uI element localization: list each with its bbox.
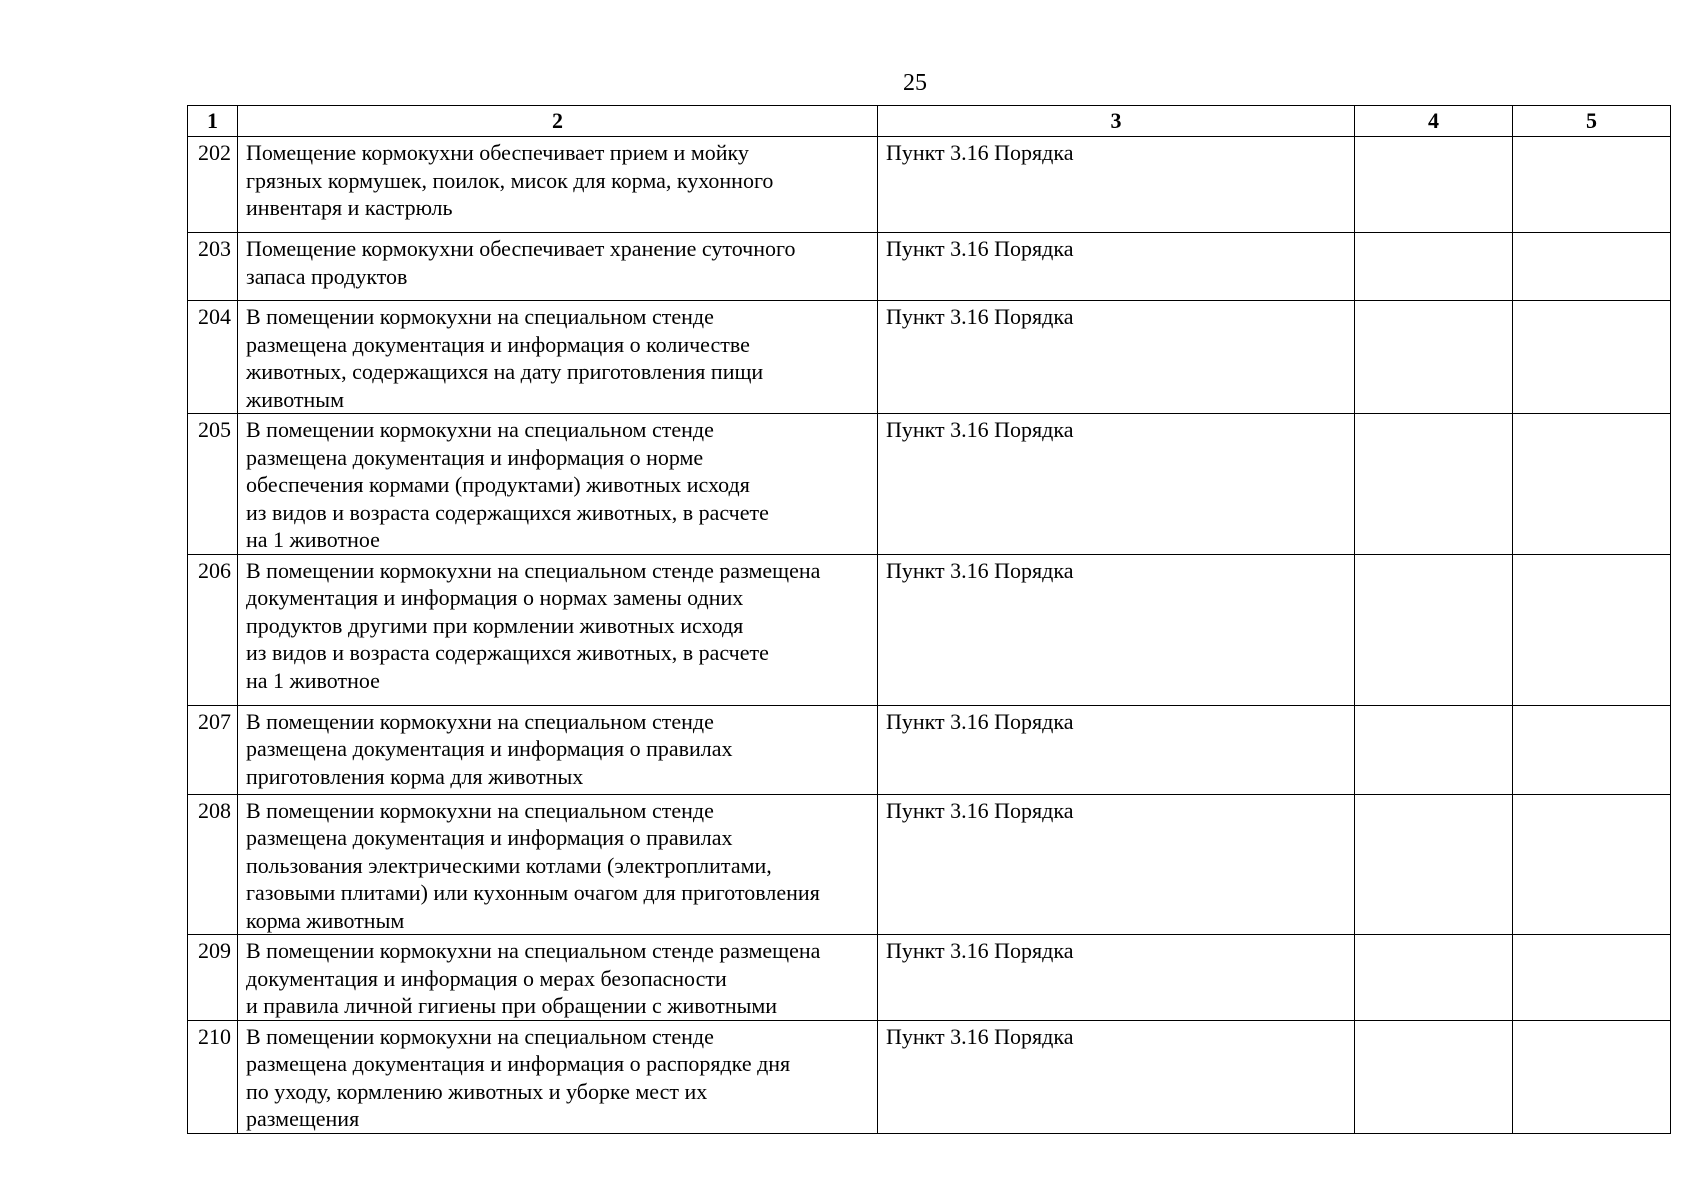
column-5-cell [1513, 233, 1671, 301]
row-number: 209 [188, 935, 238, 1021]
table-row [188, 233, 1671, 301]
row-number: 210 [188, 1020, 238, 1133]
legal-reference: Пункт 3.16 Порядка [878, 301, 1355, 414]
table-row [188, 705, 1671, 794]
column-5-cell [1513, 1020, 1671, 1133]
column-5-cell [1513, 301, 1671, 414]
requirement-text: Помещение кормокухни обеспечивает прием и мойку грязных кормушек, поилок, мисок для корма, кухонного инвентаря и кастрюль [238, 137, 878, 233]
column-5-cell [1513, 935, 1671, 1021]
column-5-cell [1513, 554, 1671, 705]
row-number: 204 [188, 301, 238, 414]
requirement-text: В помещении кормокухни на специальном стенде размещена документация и информация о норме обеспечения кормами (продуктами) животных исходя из видов и возраста содержащихся животных, в расчете на 1 животное [238, 414, 878, 555]
requirements-table [187, 105, 1671, 1134]
column-4-cell [1355, 1020, 1513, 1133]
requirement-text: В помещении кормокухни на специальном стенде размещена документация и информация о мерах безопасности и правила личной гигиены при обращении с животными [238, 935, 878, 1021]
legal-reference: Пункт 3.16 Порядка [878, 414, 1355, 555]
row-number: 205 [188, 414, 238, 555]
requirement-text: Помещение кормокухни обеспечивает хранение суточного запаса продуктов [238, 233, 878, 301]
column-4-cell [1355, 233, 1513, 301]
column-header-4: 4 [1355, 106, 1513, 137]
table-row [188, 301, 1671, 414]
legal-reference: Пункт 3.16 Порядка [878, 794, 1355, 935]
requirement-text: В помещении кормокухни на специальном стенде размещена документация и информация о нормах замены одних продуктов другими при кормлении животных исходя из видов и возраста содержащихся животных, в расчете на 1 животное [238, 554, 878, 705]
table-row [188, 1020, 1671, 1133]
column-5-cell [1513, 414, 1671, 555]
column-5-cell [1513, 137, 1671, 233]
page-number: 25 [903, 70, 927, 96]
legal-reference: Пункт 3.16 Порядка [878, 935, 1355, 1021]
column-4-cell [1355, 705, 1513, 794]
row-number: 208 [188, 794, 238, 935]
table-row [188, 554, 1671, 705]
legal-reference: Пункт 3.16 Порядка [878, 705, 1355, 794]
legal-reference: Пункт 3.16 Порядка [878, 554, 1355, 705]
column-4-cell [1355, 137, 1513, 233]
column-4-cell [1355, 414, 1513, 555]
column-header-5: 5 [1513, 106, 1671, 137]
legal-reference: Пункт 3.16 Порядка [878, 137, 1355, 233]
column-5-cell [1513, 794, 1671, 935]
requirement-text: В помещении кормокухни на специальном стенде размещена документация и информация о правилах пользования электрическими котлами (электроплитами, газовыми плитами) или кухонным очагом для приготовления корма животным [238, 794, 878, 935]
legal-reference: Пункт 3.16 Порядка [878, 1020, 1355, 1133]
column-4-cell [1355, 794, 1513, 935]
table-row [188, 794, 1671, 935]
column-5-cell [1513, 705, 1671, 794]
row-number: 207 [188, 705, 238, 794]
requirement-text: В помещении кормокухни на специальном стенде размещена документация и информация о распорядке дня по уходу, кормлению животных и уборке мест их размещения [238, 1020, 878, 1133]
row-number: 203 [188, 233, 238, 301]
column-4-cell [1355, 301, 1513, 414]
requirement-text: В помещении кормокухни на специальном стенде размещена документация и информация о правилах приготовления корма для животных [238, 705, 878, 794]
column-4-cell [1355, 554, 1513, 705]
row-number: 202 [188, 137, 238, 233]
table-row [188, 137, 1671, 233]
column-header-2: 2 [238, 106, 878, 137]
column-header-1: 1 [188, 106, 238, 137]
row-number: 206 [188, 554, 238, 705]
legal-reference: Пункт 3.16 Порядка [878, 233, 1355, 301]
column-4-cell [1355, 935, 1513, 1021]
table-row [188, 414, 1671, 555]
table-header-row [188, 106, 1671, 137]
table-row [188, 935, 1671, 1021]
requirement-text: В помещении кормокухни на специальном стенде размещена документация и информация о количестве животных, содержащихся на дату приготовления пищи животным [238, 301, 878, 414]
column-header-3: 3 [878, 106, 1355, 137]
